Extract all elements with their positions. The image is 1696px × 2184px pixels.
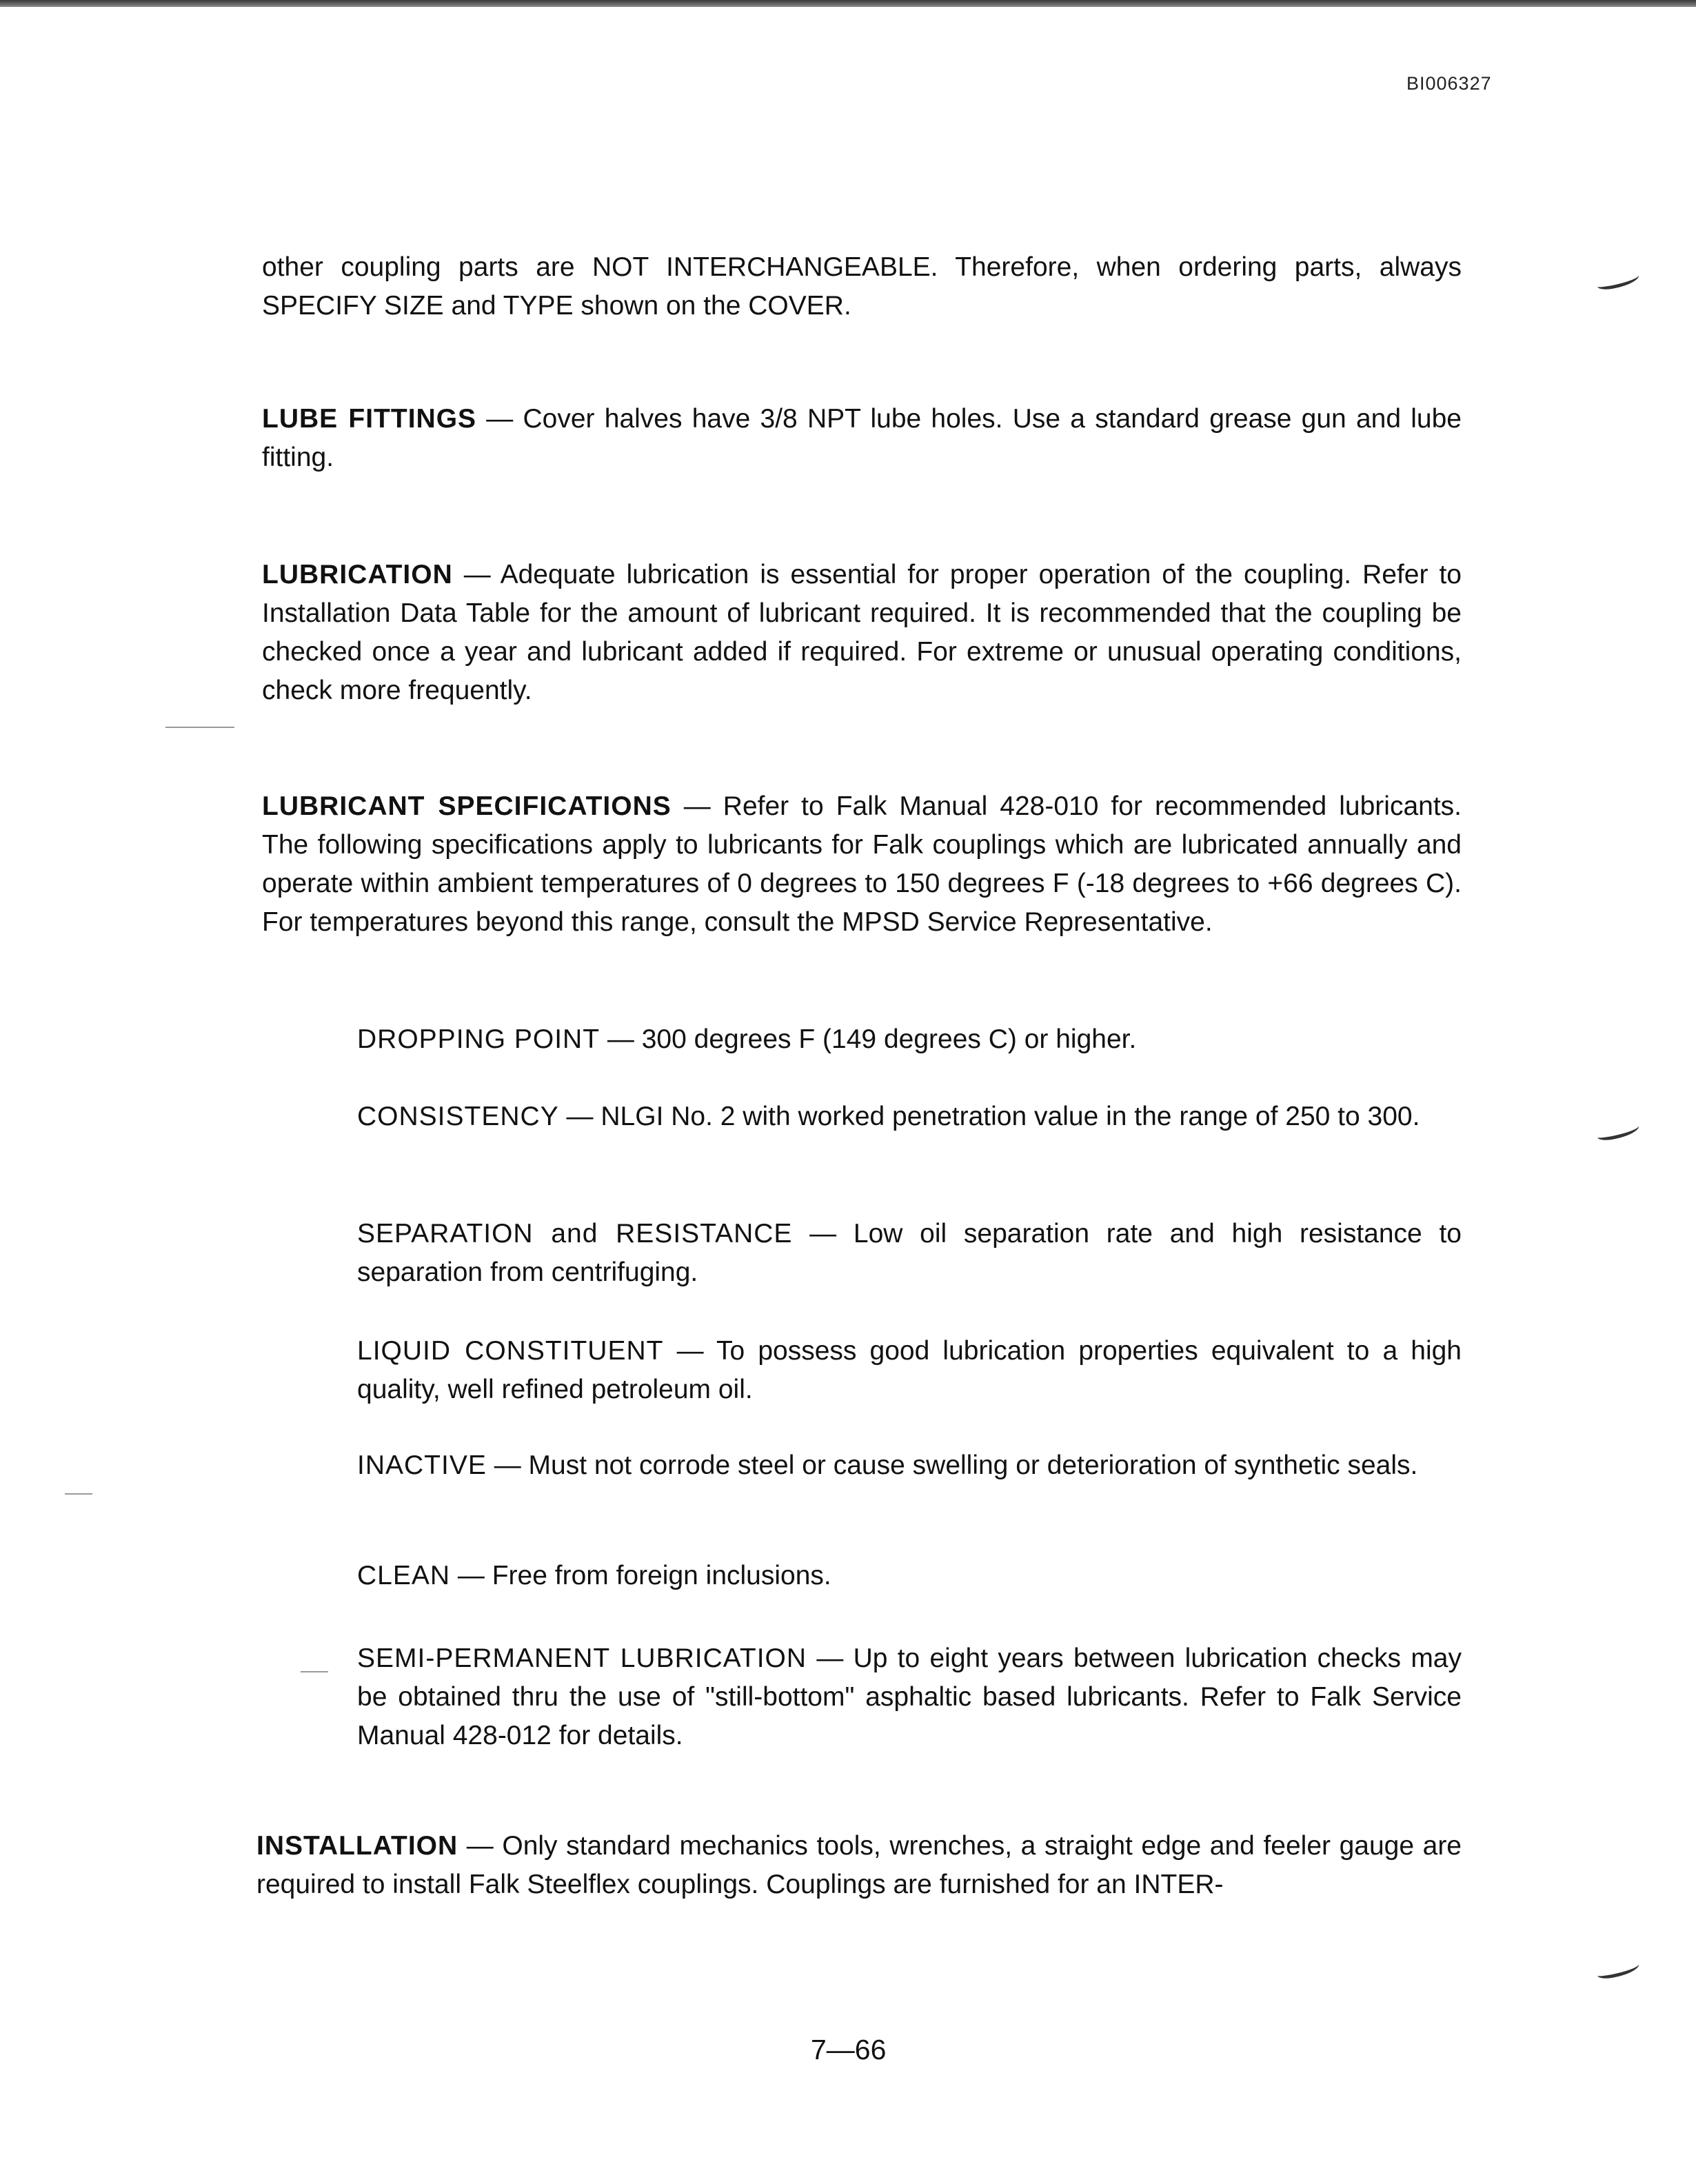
spec-term: SEPARATION and RESISTANCE (357, 1219, 793, 1248)
lubricant-specifications-text: — Refer to Falk Manual 428-010 for recommended lubricants. The following specifications apply to lubricants for Falk couplings which are lubricated annually and operate within ambient temperatures of 0 degrees to 150 degrees F (-18 degrees to +66 degrees C). For temperatures beyond this range, consult the MPSD Service Representative. (262, 791, 1462, 937)
scan-top-edge (0, 0, 1696, 7)
spec-item-liquid-constituent (357, 1332, 1462, 1409)
binder-edge-mark (1596, 270, 1641, 292)
spec-text: — NLGI No. 2 with worked penetration value in the range of 250 to 300. (558, 1102, 1420, 1131)
spec-item-semi-permanent-lubrication (357, 1639, 1462, 1755)
lube-fittings-text: — Cover halves have 3/8 NPT lube holes. Use a standard grease gun and lube fitting. (262, 404, 1462, 472)
spec-text: — Must not corrode steel or cause swelling or deterioration of synthetic seals. (486, 1450, 1418, 1480)
lubrication-paragraph (262, 556, 1462, 710)
installation-paragraph (256, 1827, 1462, 1904)
spec-item-consistency (357, 1098, 1462, 1136)
spec-text: — Free from foreign inclusions. (450, 1561, 831, 1590)
spec-term: SEMI-PERMANENT LUBRICATION (357, 1644, 807, 1673)
spec-text: — To possess good lubrication properties equivalent to a high quality, well refined petroleum oil. (357, 1336, 1462, 1404)
document-id: BI006327 (1406, 73, 1492, 94)
intro-text: other coupling parts are NOT INTERCHANGEABLE. Therefore, when ordering parts, always SPECIFY SIZE and TYPE shown on the COVER. (262, 252, 1462, 321)
spec-term: INACTIVE (357, 1450, 487, 1480)
spec-term: DROPPING POINT (357, 1024, 600, 1054)
installation-text: — Only standard mechanics tools, wrenches, a straight edge and feeler gauge are required to install Falk Steelflex couplings. Couplings are furnished for an INTER- (256, 1831, 1462, 1899)
spec-item-inactive (357, 1446, 1462, 1485)
lubricant-specifications-heading: LUBRICANT SPECIFICATIONS (262, 791, 672, 821)
binder-edge-mark (1596, 1959, 1641, 1981)
lubrication-heading: LUBRICATION (262, 560, 453, 589)
lube-fittings-paragraph (262, 400, 1462, 477)
spec-item-dropping-point (357, 1020, 1462, 1059)
spec-text: — Low oil separation rate and high resistance to separation from centrifuging. (357, 1219, 1462, 1287)
installation-heading: INSTALLATION (256, 1831, 458, 1861)
spec-term: LIQUID CONSTITUENT (357, 1336, 664, 1366)
binder-edge-mark (1596, 1121, 1641, 1142)
scan-speck (301, 1671, 328, 1672)
lubricant-specifications-paragraph (262, 787, 1462, 942)
spec-text: — Up to eight years between lubrication checks may be obtained thru the use of "still-bottom" asphaltic based lubricants. Refer to Falk Service Manual 428-012 for details. (357, 1644, 1462, 1750)
lube-fittings-heading: LUBE FITTINGS (262, 404, 477, 434)
page-number: 7—66 (811, 2034, 887, 2065)
spec-text: — 300 degrees F (149 degrees C) or higher. (600, 1024, 1137, 1054)
spec-item-clean (357, 1557, 1462, 1595)
intro-paragraph (262, 248, 1462, 325)
scan-speck (65, 1493, 92, 1495)
spec-term: CONSISTENCY (357, 1102, 559, 1131)
lubrication-text: — Adequate lubrication is essential for proper operation of the coupling. Refer to Installation Data Table for the amount of lubricant required. It is recommended that the coupling be checked once a year and lubricant added if required. For extreme or unusual operating conditions, check more frequently. (262, 560, 1462, 705)
spec-item-separation-resistance (357, 1215, 1462, 1292)
spec-term: CLEAN (357, 1561, 451, 1590)
scan-speck (165, 727, 234, 728)
